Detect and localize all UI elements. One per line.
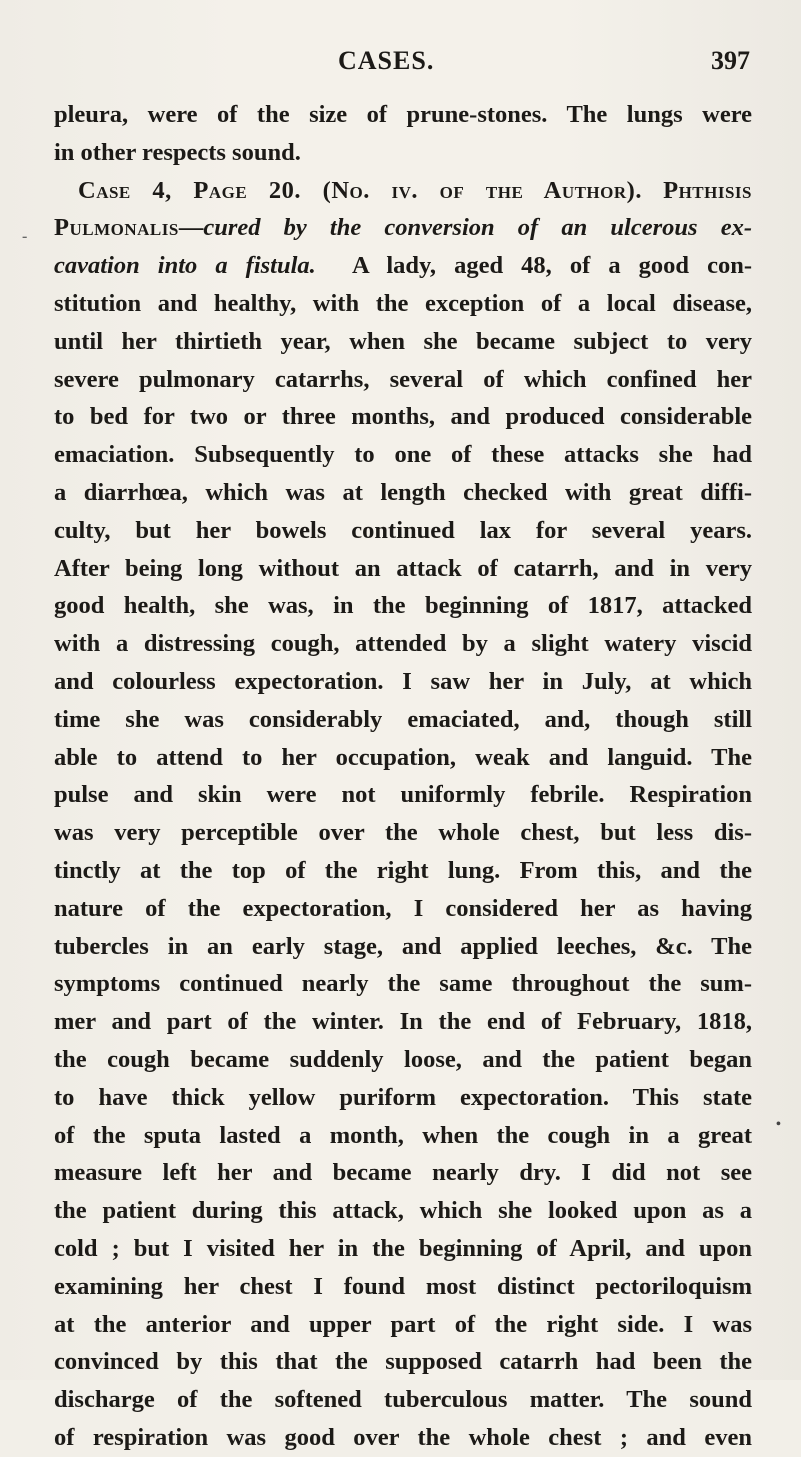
- disease-name-part1: Phthisis: [663, 176, 753, 204]
- text-line: After being long without an attack of catarrh, and in very: [54, 554, 752, 582]
- text-line: discharge of the softened tuberculous matter. The sound: [54, 1386, 752, 1414]
- text-line: tinctly at the top of the right lung. From this, and the: [54, 856, 752, 884]
- text-line: until her thirtieth year, when she became subject to very: [54, 327, 752, 355]
- text-line: to have thick yellow puriform expectoration. This state: [54, 1083, 752, 1111]
- case-heading: Case 4, Page 20. (No. iv. of the Author).: [78, 176, 642, 204]
- text-line: in other respects sound.: [54, 138, 301, 166]
- text-segment: A lady, aged 48, of a good con-: [351, 252, 753, 280]
- text-line: examining her chest I found most distinct pectoriloquism: [54, 1272, 752, 1300]
- text-line: emaciation. Subsequently to one of these attacks she had: [54, 441, 752, 469]
- text-line: was very perceptible over the whole chest, but less dis-: [54, 819, 752, 847]
- text-line: of respiration was good over the whole chest ; and even: [54, 1423, 752, 1451]
- text-line: culty, but her bowels continued lax for several years.: [54, 516, 752, 544]
- text-line: the patient during this attack, which she looked upon as a: [54, 1197, 752, 1225]
- text-line: a diarrhœa, which was at length checked with great diffi-: [54, 478, 752, 506]
- text-line: the cough became suddenly loose, and the patient began: [54, 1045, 752, 1073]
- running-head: CASES.: [338, 46, 435, 75]
- text-line: [54, 247, 752, 285]
- text-line: [54, 209, 752, 247]
- text-line: cold ; but I visited her in the beginning of April, and upon: [54, 1234, 752, 1262]
- page-header: [0, 46, 801, 86]
- text-line: good health, she was, in the beginning of 1817, attacked: [54, 592, 752, 620]
- text-line: symptoms continued nearly the same throughout the sum-: [54, 970, 752, 998]
- text-line: tubercles in an early stage, and applied leeches, &c. The: [54, 932, 752, 960]
- text-line: pulse and skin were not uniformly febrile. Respiration: [54, 781, 752, 809]
- case-subtitle-cont: cavation into a fistula.: [54, 252, 316, 280]
- text-line: mer and part of the winter. In the end of February, 1818,: [54, 1008, 752, 1036]
- text-line: of the sputa lasted a month, when the cough in a great: [54, 1121, 752, 1149]
- text-line: with a distressing cough, attended by a slight watery viscid: [54, 630, 752, 658]
- text-line: convinced by this that the supposed catarrh had been the: [54, 1348, 752, 1376]
- text-line: at the anterior and upper part of the right side. I was: [54, 1310, 752, 1338]
- case-heading-line: [54, 172, 752, 210]
- em-dash: —: [178, 214, 204, 242]
- text-line: nature of the expectoration, I considered her as having: [54, 894, 752, 922]
- text-line: to bed for two or three months, and produced considerable: [54, 403, 752, 431]
- text-line: able to attend to her occupation, weak and languid. The: [54, 743, 752, 771]
- text-line: time she was considerably emaciated, and, though still: [54, 705, 752, 733]
- case-subtitle: cured by the conversion of an ulcerous ex-: [203, 214, 752, 242]
- text-line: stitution and healthy, with the exception of a local disease,: [54, 289, 752, 317]
- body-text: [54, 96, 752, 1457]
- margin-speck: •: [776, 1117, 781, 1132]
- page-number: 397: [711, 46, 750, 75]
- margin-speck: -: [22, 228, 28, 245]
- text-line: pleura, were of the size of prune-stones. The lungs were: [54, 101, 752, 128]
- text-line: and colourless expectoration. I saw her in July, at which: [54, 667, 752, 695]
- text-line: measure left her and became nearly dry. I did not see: [54, 1159, 752, 1187]
- disease-name-part2: Pulmonalis: [54, 214, 179, 242]
- text-line: severe pulmonary catarrhs, several of which confined her: [54, 365, 752, 393]
